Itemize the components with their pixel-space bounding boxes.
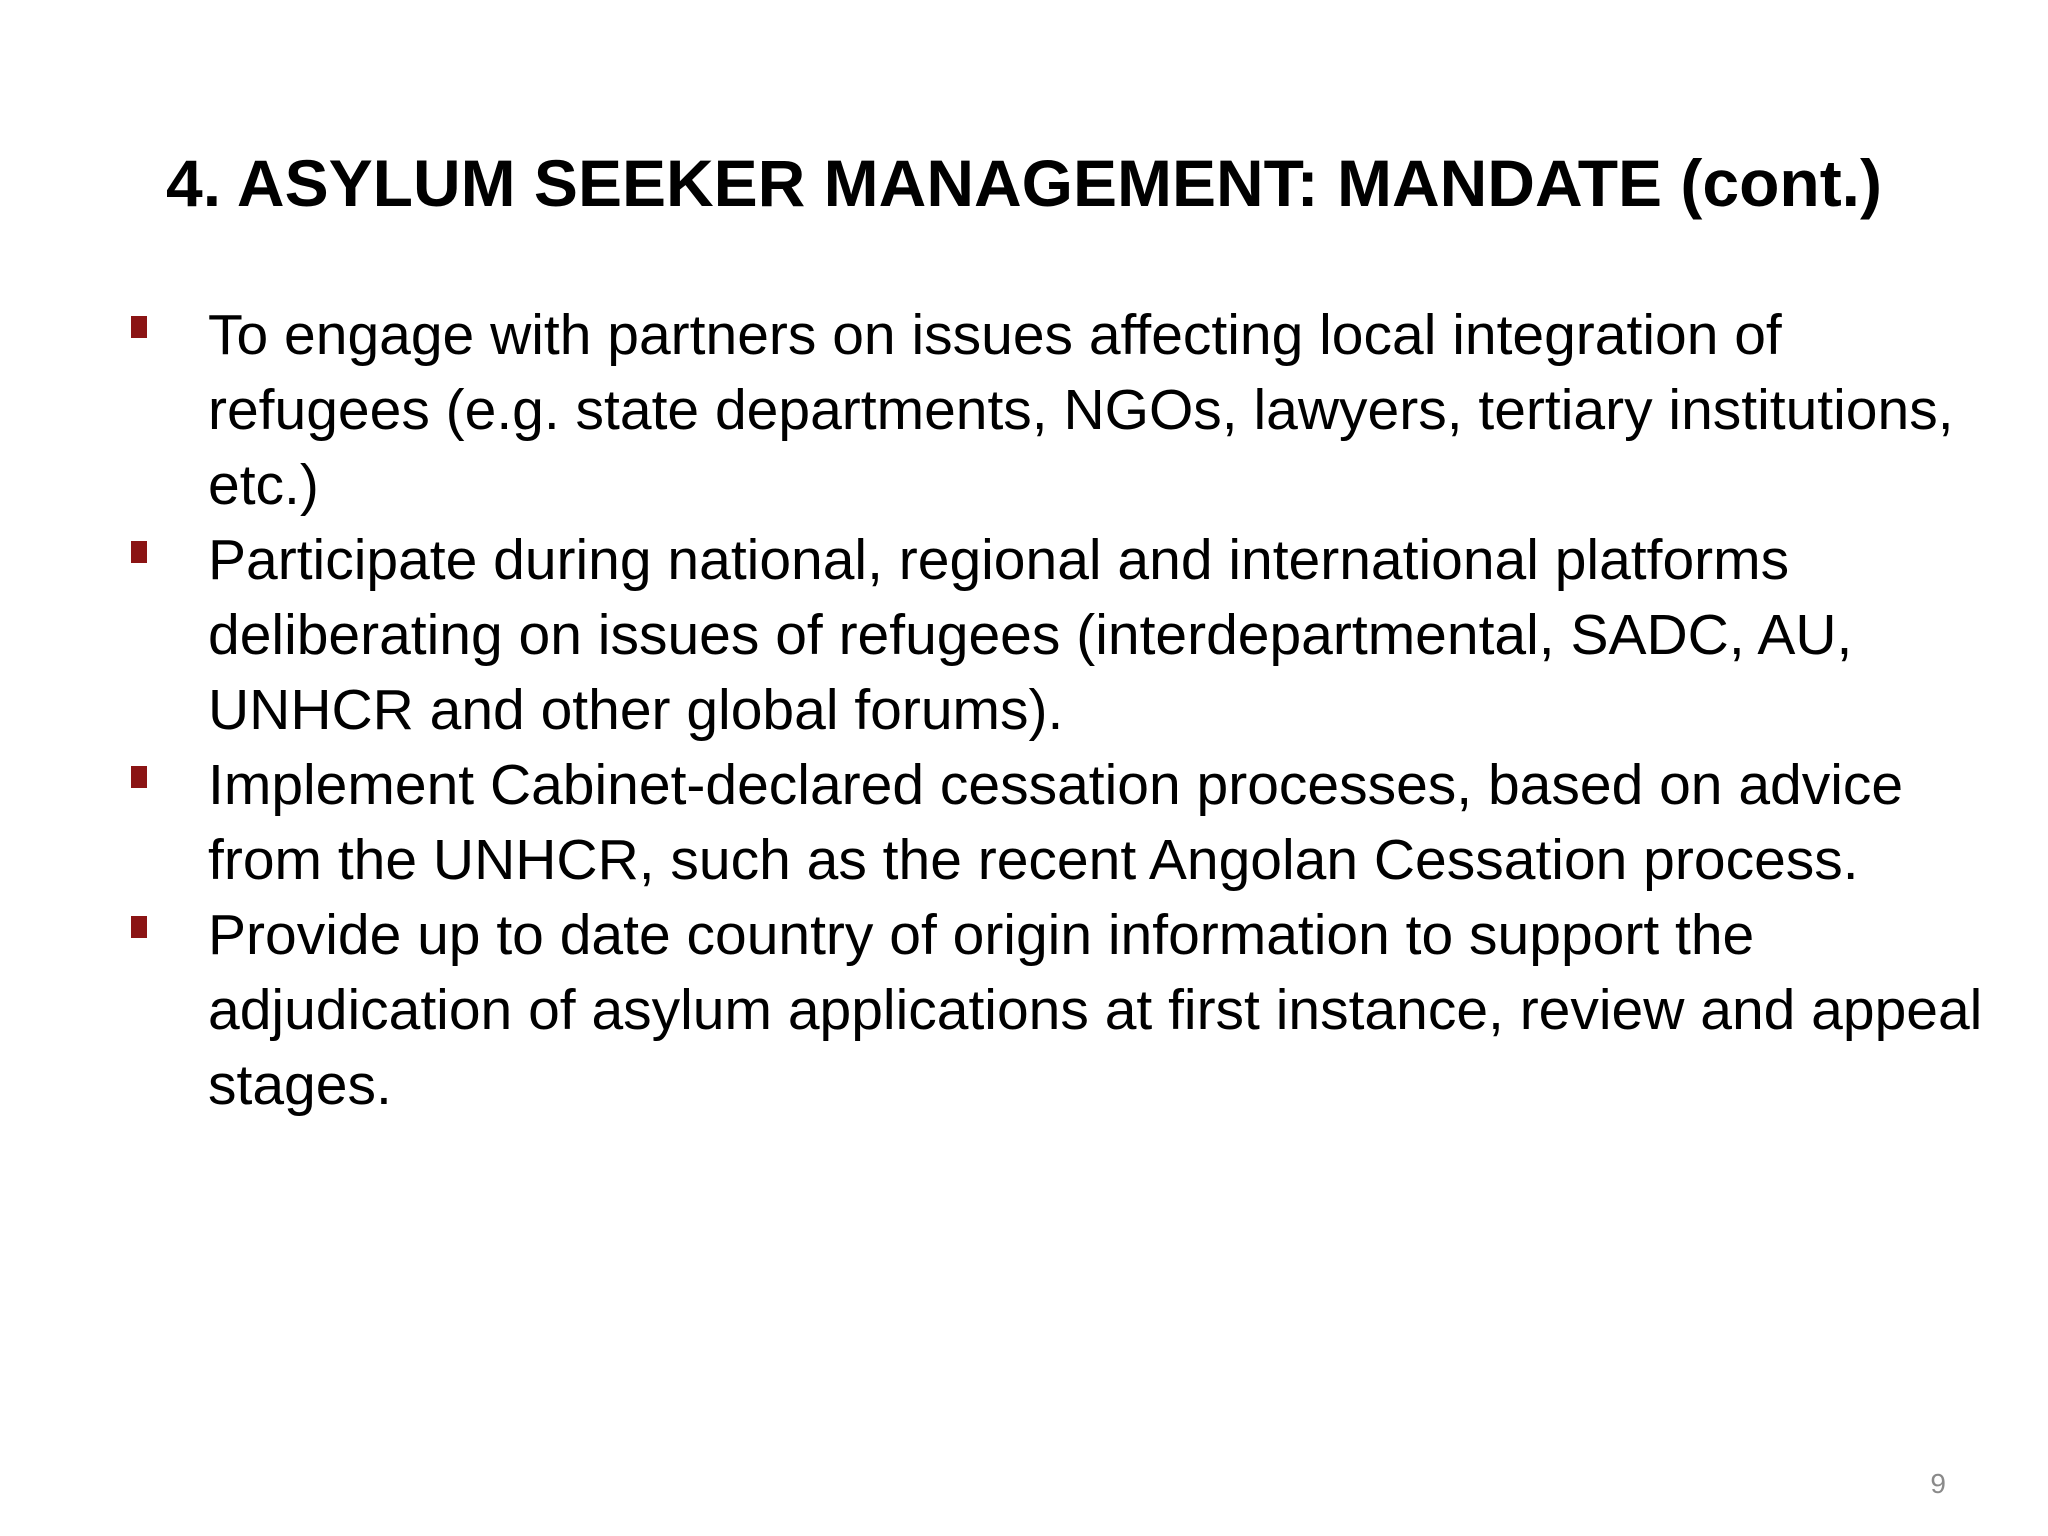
- page-number: 9: [1930, 1468, 1946, 1499]
- bullet-list: [128, 298, 1988, 1123]
- square-bullet-icon: [131, 916, 147, 938]
- bullet-text: Provide up to date country of origin information to support the adjudication of asylum applications at first instance, review and appeal stages.: [208, 903, 1983, 1117]
- bullet-item: [128, 298, 1988, 523]
- bullet-item: [128, 898, 1988, 1123]
- bullet-item: [128, 523, 1988, 748]
- slide-title: 4. ASYLUM SEEKER MANAGEMENT: MANDATE (cont.): [166, 146, 1882, 220]
- square-bullet-icon: [131, 541, 147, 563]
- bullet-text: To engage with partners on issues affecting local integration of refugees (e.g. state departments, NGOs, lawyers, tertiary institutions, etc.): [208, 303, 1954, 517]
- square-bullet-icon: [131, 766, 147, 788]
- bullet-item: [128, 748, 1988, 898]
- square-bullet-icon: [131, 316, 147, 338]
- bullet-text: Participate during national, regional and international platforms deliberating on issues of refugees (interdepartmental, SADC, AU, UNHCR and other global forums).: [208, 528, 1853, 742]
- bullet-text: Implement Cabinet-declared cessation processes, based on advice from the UNHCR, such as the recent Angolan Cessation process.: [208, 753, 1904, 892]
